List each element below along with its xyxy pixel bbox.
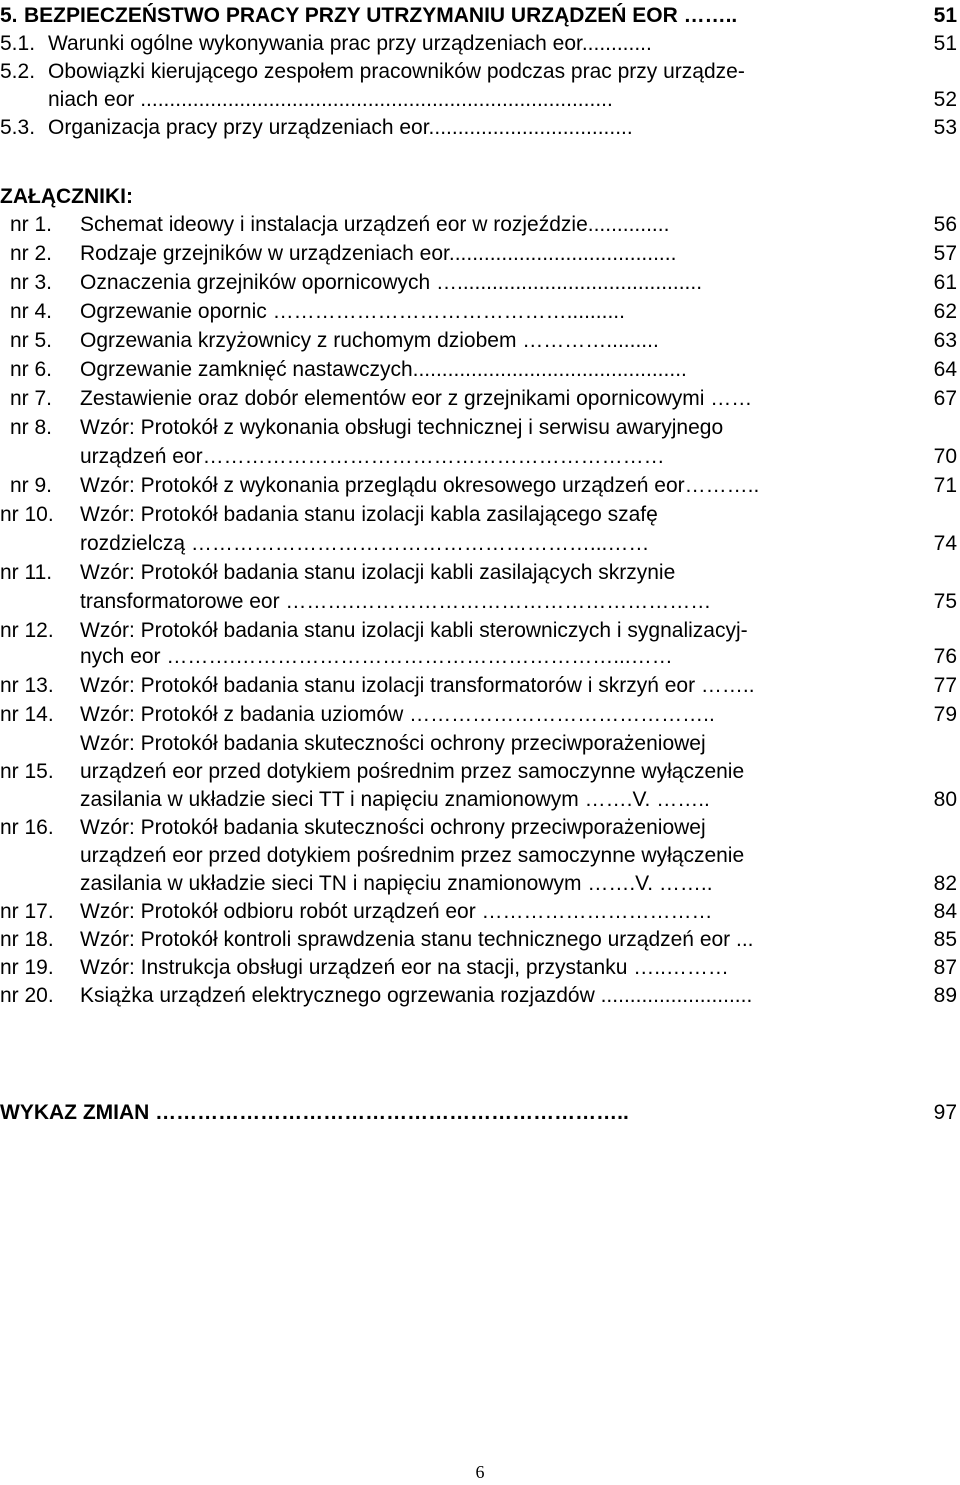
- toc-text: zasilania w układzie sieci TN i napięciu znamionowym …….V. ……..: [80, 872, 713, 895]
- toc-page: 64: [933, 358, 957, 381]
- toc-number: 5.1.: [0, 32, 36, 55]
- toc-text: urządzeń eor przed dotykiem pośrednim przez samoczynne wyłączenie: [80, 844, 745, 867]
- attachments-heading: ZAŁĄCZNIKI:: [0, 185, 133, 208]
- toc-page: 87: [933, 956, 957, 979]
- toc-row: [0, 954, 960, 982]
- changes-list-entry: WYKAZ ZMIAN …………………………………………………………..: [0, 1101, 629, 1124]
- toc-number: nr 9.: [10, 474, 53, 497]
- toc-page: 70: [933, 445, 957, 468]
- toc-number: nr 8.: [10, 416, 53, 439]
- toc-text: Książka urządzeń elektrycznego ogrzewania rozjazdów ..........................: [80, 984, 753, 1007]
- toc-row: [0, 926, 960, 954]
- toc-page: 53: [933, 116, 957, 139]
- toc-row: [0, 327, 960, 355]
- toc-number: nr 16.: [0, 816, 54, 839]
- toc-page: 77: [933, 674, 957, 697]
- toc-text: Wzór: Protokół odbioru robót urządzeń eor ……………………………: [80, 900, 713, 923]
- toc-row: [0, 617, 960, 645]
- toc-row: [0, 758, 960, 786]
- toc-page: 61: [933, 271, 957, 294]
- toc-page: 85: [933, 928, 957, 951]
- toc-row: [0, 814, 960, 842]
- toc-row: [0, 86, 960, 114]
- toc-text: Ogrzewania krzyżownicy z ruchomym dziobem ………….........: [80, 329, 659, 352]
- toc-number: nr 19.: [0, 956, 54, 979]
- toc-row: [0, 643, 960, 671]
- toc-text: niach eor .................................................................................: [48, 88, 613, 111]
- toc-text: Wzór: Protokół z badania uziomów ……………………………………..: [80, 703, 715, 726]
- toc-number: nr 5.: [10, 329, 53, 352]
- toc-text: Wzór: Protokół badania skuteczności ochrony przeciwporażeniowej: [80, 816, 706, 839]
- toc-number: nr 1.: [10, 213, 53, 236]
- toc-number: 5.3.: [0, 116, 36, 139]
- toc-text: urządzeń eor…………………………………………………………: [80, 445, 665, 468]
- toc-text: Rodzaje grzejników w urządzeniach eor.......................................: [80, 242, 677, 265]
- toc-number: nr 12.: [0, 619, 54, 642]
- toc-row: [0, 842, 960, 870]
- toc-text: nych eor ……….………………………………………………...……: [80, 645, 673, 668]
- toc-text: Warunki ogólne wykonywania prac przy urządzeniach eor............: [48, 32, 652, 55]
- toc-row: [0, 385, 960, 413]
- toc-text: Wzór: Protokół kontroli sprawdzenia stanu technicznego urządzeń eor ...: [80, 928, 754, 951]
- toc-text: rozdzielczą …………………………………………………...……: [80, 532, 650, 555]
- toc-page: 63: [933, 329, 957, 352]
- toc-text: Wzór: Protokół z wykonania przeglądu okresowego urządzeń eor………..: [80, 474, 760, 497]
- toc-row: [0, 2, 960, 30]
- toc-page: 71: [933, 474, 957, 497]
- toc-row: [0, 559, 960, 587]
- toc-text: Wzór: Protokół badania skuteczności ochrony przeciwporażeniowej: [80, 732, 706, 755]
- toc-number: nr 4.: [10, 300, 53, 323]
- toc-page: 56: [933, 213, 957, 236]
- toc-page: 76: [933, 645, 957, 668]
- toc-number: nr 6.: [10, 358, 53, 381]
- toc-text: Wzór: Instrukcja obsługi urządzeń eor na stacji, przystanku …..………: [80, 956, 729, 979]
- toc-number: nr 3.: [10, 271, 53, 294]
- toc-page: 67: [933, 387, 957, 410]
- toc-text: Organizacja pracy przy urządzeniach eor...................................: [48, 116, 633, 139]
- toc-number: nr 14.: [0, 703, 54, 726]
- toc-text: Oznaczenia grzejników opornicowych …..........................................: [80, 271, 703, 294]
- toc-page: 74: [933, 532, 957, 555]
- toc-number: nr 2.: [10, 242, 53, 265]
- toc-row: [0, 501, 960, 529]
- toc-page: 84: [933, 900, 957, 923]
- toc-row: [0, 30, 960, 58]
- toc-text: zasilania w układzie sieci TT i napięciu znamionowym …….V. ……..: [80, 788, 710, 811]
- page-number: 6: [475, 1462, 485, 1482]
- toc-page: 80: [933, 788, 957, 811]
- toc-row: [0, 701, 960, 729]
- toc-row: [0, 356, 960, 384]
- toc-row: [0, 672, 960, 700]
- toc-row: [0, 472, 960, 500]
- toc-number: 5.: [0, 4, 18, 27]
- toc-row: [0, 240, 960, 268]
- toc-number: nr 13.: [0, 674, 54, 697]
- toc-text: Wzór: Protokół badania stanu izolacji transformatorów i skrzyń eor ……..: [80, 674, 755, 697]
- toc-row: [0, 870, 960, 898]
- toc-text: Schemat ideowy i instalacja urządzeń eor w rozjeździe..............: [80, 213, 670, 236]
- toc-number: nr 20.: [0, 984, 54, 1007]
- toc-page: 82: [933, 872, 957, 895]
- toc-page: 97: [933, 1101, 957, 1124]
- toc-row: [0, 588, 960, 616]
- toc-row: [0, 211, 960, 239]
- toc-row: [0, 786, 960, 814]
- toc-number: nr 18.: [0, 928, 54, 951]
- toc-row: [0, 414, 960, 442]
- toc-text: Obowiązki kierującego zespołem pracowników podczas prac przy urządze-: [48, 60, 745, 83]
- toc-row: [0, 298, 960, 326]
- toc-row: [0, 443, 960, 471]
- toc-number: nr 7.: [10, 387, 53, 410]
- toc-number: nr 11.: [0, 561, 53, 584]
- toc-number: nr 15.: [0, 760, 54, 783]
- toc-row: [0, 114, 960, 142]
- toc-page: 51: [933, 32, 957, 55]
- toc-row: [0, 982, 960, 1010]
- toc-page: 57: [933, 242, 957, 265]
- toc-number: 5.2.: [0, 60, 36, 83]
- toc-text: Ogrzewanie zamknięć nastawczych...............................................: [80, 358, 687, 381]
- toc-text: transformatorowe eor ……….……………………………………………: [80, 590, 712, 613]
- toc-row: [0, 730, 960, 758]
- section-heading: [0, 183, 960, 211]
- toc-text: Wzór: Protokół badania stanu izolacji kabla zasilającego szafę: [80, 503, 658, 526]
- toc-row: [0, 898, 960, 926]
- toc-row: [0, 530, 960, 558]
- toc-page: 62: [933, 300, 957, 323]
- toc-text: Zestawienie oraz dobór elementów eor z grzejnikami opornicowymi ……: [80, 387, 753, 410]
- toc-page: 79: [933, 703, 957, 726]
- toc-page: 75: [933, 590, 957, 613]
- toc-text: Wzór: Protokół badania stanu izolacji kabli sterowniczych i sygnalizacyj-: [80, 619, 748, 642]
- toc-text: Ogrzewanie opornic ……………………………………..........: [80, 300, 625, 323]
- toc-text: Wzór: Protokół z wykonania obsługi technicznej i serwisu awaryjnego: [80, 416, 724, 439]
- toc-number: nr 10.: [0, 503, 54, 526]
- toc-row: [0, 269, 960, 297]
- toc-text: Wzór: Protokół badania stanu izolacji kabli zasilających skrzynie: [80, 561, 676, 584]
- toc-page: 89: [933, 984, 957, 1007]
- toc-text: urządzeń eor przed dotykiem pośrednim przez samoczynne wyłączenie: [80, 760, 745, 783]
- toc-row: [0, 1099, 960, 1127]
- toc-page: 52: [933, 88, 957, 111]
- toc-number: nr 17.: [0, 900, 54, 923]
- toc-page: 51: [933, 4, 957, 27]
- toc-row: [0, 58, 960, 86]
- toc-text: BEZPIECZEŃSTWO PRACY PRZY UTRZYMANIU URZĄDZEŃ EOR ……..: [24, 4, 738, 27]
